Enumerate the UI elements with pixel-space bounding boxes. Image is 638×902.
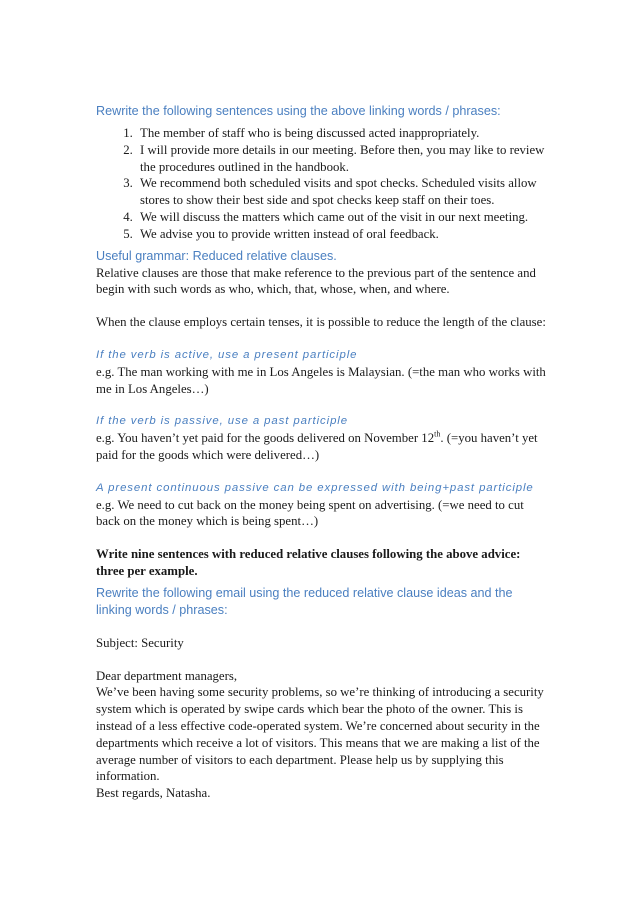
rule-example-passive-part2: . (=you haven’t yet paid for the goods which were delivered…) [96,431,538,462]
rule-heading-continuous-passive: A present continuous passive can be expressed with being+past participle [96,481,534,494]
spacer [96,298,548,314]
section-heading-useful-grammar: Useful grammar: Reduced relative clauses. [96,248,337,263]
rule-heading-active: If the verb is active, use a present participle [96,348,358,361]
spacer [96,331,548,347]
list-item: 1. The member of staff who is being discussed acted inappropriately. [136,125,548,142]
email-signoff: Best regards, Natasha. [96,786,211,801]
document-page [96,103,548,802]
section-heading-rewrite-email: Rewrite the following email using the reduced relative clause ideas and the linking words / phrases: [96,585,513,617]
list-item: 3. We recommend both scheduled visits and spot checks. Scheduled visits allow stores to show their best side and spot checks keep staff on their toes. [136,175,548,209]
section-heading-rewrite-sentences: Rewrite the following sentences using the above linking words / phrases: [96,104,501,118]
spacer [96,530,548,546]
list-item: 5. We advise you to provide written instead of oral feedback. [136,226,548,243]
spacer [96,397,548,413]
email-body: We’ve been having some security problems, so we’re thinking of introducing a security system which is operated by swipe cards which bear the photo of the owner. This is instead of a less effective code-operated system. We’re concerned about security in the departments which receive a lot of visitors. This means that we are making a list of the average number of visitors to each department. Please help us by supplying this information. [96,685,544,784]
rule-example-passive-part1: e.g. You haven’t yet paid for the goods delivered on November 12 [96,431,435,446]
grammar-intro-2: When the clause employs certain tenses, it is possible to reduce the length of the clause: [96,315,546,330]
sentence-list [96,125,548,243]
spacer [96,619,548,635]
rule-heading-passive: If the verb is passive, use a past participle [96,415,348,428]
rule-example-continuous-passive: e.g. We need to cut back on the money being spent on advertising. (=we need to cut back on the money which is being spent…) [96,497,524,529]
spacer [96,464,548,480]
writing-task: Write nine sentences with reduced relative clauses following the above advice: three per example. [96,547,521,578]
ordinal-suffix: th [434,429,441,439]
rule-example-active: e.g. The man working with me in Los Angeles is Malaysian. (=the man who works with me in Los Angeles…) [96,364,546,396]
spacer [96,652,548,668]
list-item: 4. We will discuss the matters which came out of the visit in our next meeting. [136,209,548,226]
list-item: 2. I will provide more details in our meeting. Before then, you may like to review the procedures outlined in the handbook. [136,142,548,176]
rule-example-passive [96,430,548,464]
email-greeting: Dear department managers, [96,668,238,683]
email-subject: Subject: Security [96,635,184,650]
grammar-intro: Relative clauses are those that make reference to the previous part of the sentence and begin with such words as who, which, that, whose, when, and where. [96,265,536,297]
